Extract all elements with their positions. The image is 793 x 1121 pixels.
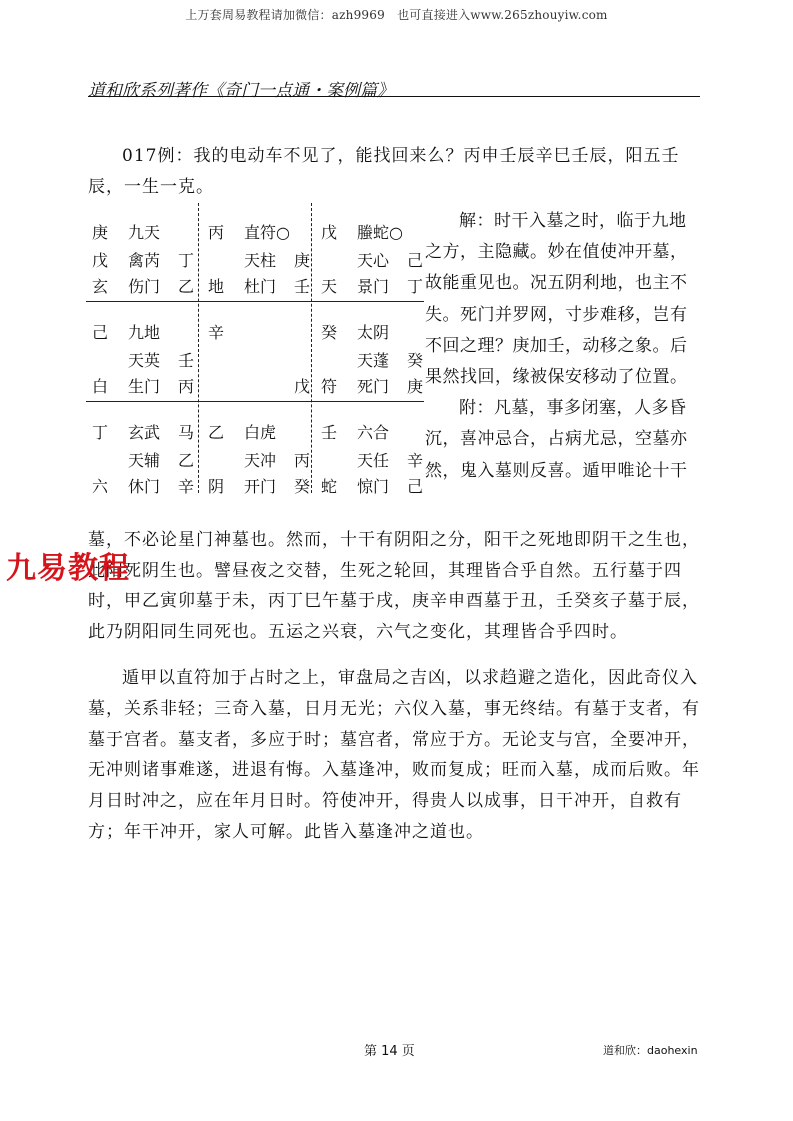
grid-divider-v1 <box>198 203 199 493</box>
cell-text: 禽芮 <box>128 251 161 270</box>
cell-text: 戊 <box>321 223 338 242</box>
header-rule <box>88 96 700 97</box>
top-watermark-text: 上万套周易教程请加微信：azh9969 也可直接进入www.265zhouyiw.com <box>185 8 608 22</box>
cell-row <box>202 448 314 472</box>
analysis-paragraph: 解：时干入墓之时，临于九地之方，主隐藏。妙在值使冲开墓，故能重见也。况五阴利地，也主不失。死门并罗网，寸步难移，岂有不回之理？庚加壬，动移之象。后果然找回，缘被保安移动了位置。 <box>425 211 688 388</box>
cell-text: 己 <box>92 323 109 342</box>
cell-row <box>315 274 427 298</box>
cell-text: 乙 <box>178 277 195 296</box>
cell-row <box>315 320 427 344</box>
cell-text: 天 <box>321 277 338 296</box>
cell-text: 六 <box>92 477 109 496</box>
cell-text: 辛 <box>208 323 225 342</box>
cell-text: 癸 <box>321 323 338 342</box>
cell-text: 丙 <box>294 451 311 470</box>
cell-text: 壬 <box>178 351 195 370</box>
appendix-rest-paragraph: 墓，不必论星门神墓也。然而，十干有阴阳之分，阳干之死地即阴干之生也，此阳死阴生也。譬昼夜之交替，生死之轮回，其理皆合乎自然。五行墓于四时，甲乙寅卯墓于未，丙丁巳午墓于戌，庚辛申酉墓于丑，壬癸亥子墓于辰，此乃阴阳同生同死也。五运之兴衰，六气之变化，其理皆合乎四时。 <box>88 530 700 642</box>
cell-text: 白 <box>92 377 109 396</box>
appendix-continuation <box>88 525 700 647</box>
footer-author: 道和欣：daohexin <box>603 1044 698 1057</box>
side-text-column <box>425 206 703 487</box>
cell-text: 戊 <box>92 251 109 270</box>
cell-text: 白虎 <box>244 423 277 442</box>
chart-cell <box>86 403 198 498</box>
chart-cell <box>202 303 314 398</box>
cell-text: 六合 <box>357 423 390 442</box>
cell-text: 丙 <box>208 223 225 242</box>
cell-text: 符 <box>321 377 338 396</box>
cell-row <box>86 420 198 444</box>
cell-row <box>202 420 314 444</box>
cell-row <box>315 448 427 472</box>
cell-text: 庚 <box>92 223 109 242</box>
cell-row <box>202 474 314 498</box>
cell-text: 杜门 <box>244 277 277 296</box>
cell-text: 死门 <box>357 377 390 396</box>
cell-text: 乙 <box>208 423 225 442</box>
brand-watermark-text: 九易教程 <box>6 551 130 586</box>
cell-text: 天柱 <box>244 251 277 270</box>
cell-text: 惊门 <box>357 477 390 496</box>
cell-text: 庚 <box>407 377 424 396</box>
cell-text: 马 <box>178 423 195 442</box>
cell-row <box>86 474 198 498</box>
chart-cell <box>315 403 427 498</box>
cell-text: 辛 <box>407 451 424 470</box>
running-header-title: 道和欣系列著作《奇门一点通・案例篇》 <box>88 81 394 101</box>
grid-divider-h1 <box>86 301 424 302</box>
cell-row <box>86 248 198 272</box>
cell-text: 壬 <box>294 277 311 296</box>
cell-text: 地 <box>208 277 225 296</box>
cell-text: 丁 <box>92 423 109 442</box>
cell-text: 九天 <box>128 223 161 242</box>
chart-cell <box>86 203 198 298</box>
cell-text: 九地 <box>128 323 161 342</box>
cell-text: 天心 <box>357 251 390 270</box>
cell-text: 辛 <box>178 477 195 496</box>
cell-row <box>315 474 427 498</box>
cell-text: 伤门 <box>128 277 161 296</box>
cell-text: 生门 <box>128 377 161 396</box>
cell-text: 开门 <box>244 477 277 496</box>
cell-row <box>315 374 427 398</box>
cell-row <box>86 320 198 344</box>
chart-cell <box>202 403 314 498</box>
cell-text: 壬 <box>321 423 338 442</box>
cell-text: 戊 <box>294 377 311 396</box>
cell-row <box>315 248 427 272</box>
cell-text: 丁 <box>178 251 195 270</box>
cell-row <box>86 374 198 398</box>
cell-row <box>202 248 314 272</box>
cell-text: 休门 <box>128 477 161 496</box>
cell-text: 螣蛇○ <box>357 223 403 242</box>
chart-cell <box>86 303 198 398</box>
cell-row <box>86 274 198 298</box>
cell-text: 天蓬 <box>357 351 390 370</box>
cell-text: 天冲 <box>244 451 277 470</box>
cell-text: 庚 <box>294 251 311 270</box>
cell-text: 丙 <box>178 377 195 396</box>
page-number: 第 14 页 <box>364 1044 415 1059</box>
cell-text: 己 <box>407 477 424 496</box>
cell-text: 癸 <box>407 351 424 370</box>
cell-row <box>202 274 314 298</box>
cell-row <box>202 320 314 344</box>
cell-row <box>86 220 198 244</box>
cell-text: 丁 <box>407 277 424 296</box>
cell-text: 玄 <box>92 277 109 296</box>
cell-row <box>315 348 427 372</box>
chart-cell <box>202 203 314 298</box>
cell-row <box>202 374 314 398</box>
cell-text: 乙 <box>178 451 195 470</box>
cell-text: 蛇 <box>321 477 338 496</box>
cell-text: 己 <box>407 251 424 270</box>
cell-text: 太阴 <box>357 323 390 342</box>
cell-text: 景门 <box>357 277 390 296</box>
dunjia-paragraph: 遁甲以直符加于占时之上，审盘局之吉凶，以求趋避之造化，因此奇仪入墓，关系非轻；三奇入墓，日月无光；六仪入墓，事无终结。有墓于支者，有墓于宫者。墓支者，多应于时；墓宫者，常应于方。无论支与宫，全要冲开，无冲则诸事难遂，进退有悔。入墓逢冲，败而复成；旺而入墓，成而后败。年月日时冲之，应在年月日时。符使冲开，得贵人以成事，日干冲开，自救有方；年干冲开，家人可解。此皆入墓逢冲之道也。 <box>88 668 700 842</box>
grid-divider-h2 <box>86 401 424 402</box>
qimen-chart-grid <box>86 203 424 496</box>
cell-row <box>202 348 314 372</box>
chart-cell <box>315 303 427 398</box>
cell-row <box>202 220 314 244</box>
cell-text: 阴 <box>208 477 225 496</box>
cell-text: 直符○ <box>244 223 290 242</box>
chart-cell <box>315 203 427 298</box>
cell-row <box>86 348 198 372</box>
cell-text: 天英 <box>128 351 161 370</box>
cell-text: 天辅 <box>128 451 161 470</box>
cell-text: 玄武 <box>128 423 161 442</box>
cell-row <box>315 420 427 444</box>
cell-text: 天任 <box>357 451 390 470</box>
cell-row <box>315 220 427 244</box>
cell-text: 癸 <box>294 477 311 496</box>
cell-row <box>86 448 198 472</box>
case-intro-paragraph: 017例：我的电动车不见了，能找回来么？丙申壬辰辛巳壬辰，阳五壬辰，一生一克。 <box>88 146 680 197</box>
appendix-lead-paragraph: 附：凡墓，事多闭塞，人多昏沉，喜冲忌合，占病尤忌，空墓亦然，鬼入墓则反喜。遁甲唯论十干 <box>425 398 688 481</box>
